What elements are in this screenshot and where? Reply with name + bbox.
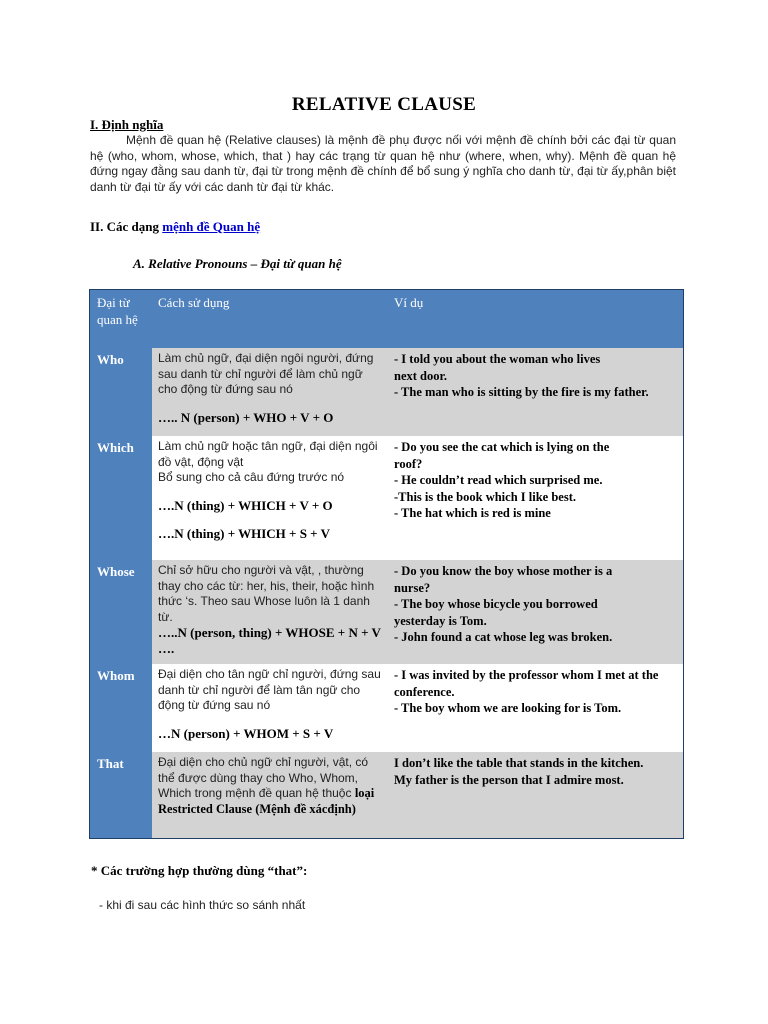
example-line: - The hat which is red is mine <box>394 506 551 520</box>
subheading-relative-pronouns: A. Relative Pronouns – Đại từ quan hệ <box>133 256 342 271</box>
example-line: - The boy whose bicycle you borrowed <box>394 597 598 611</box>
example-line: roof? <box>394 456 423 471</box>
that-case-item: - khi đi sau các hình thức so sánh nhất <box>99 898 306 912</box>
formula: ….N (thing) + WHICH + V + O <box>158 497 333 513</box>
example-line: - I told you about the woman who lives <box>394 352 601 366</box>
pronoun-whom: Whom <box>90 664 152 752</box>
header-pronoun: Đại từ quan hệ <box>90 290 152 348</box>
usage-text: Chỉ sở hữu cho người và vật, , thường thay cho các từ: her, his, their, hoặc hình thức ‘s. Theo sau Whose luôn là 1 danh từ. <box>158 563 375 624</box>
usage-cell <box>152 436 388 560</box>
usage-cell <box>152 752 388 838</box>
example-line: I don’t like the table that stands in the kitchen. <box>394 756 644 770</box>
table-row <box>90 752 683 838</box>
example-line: - I was invited by the professor whom I met at the <box>394 668 659 682</box>
example-line: conference. <box>394 684 455 699</box>
types-heading-prefix: II. Các dạng <box>90 219 163 234</box>
formula: ….N (thing) + WHICH + S + V <box>158 525 330 541</box>
usage-text: Làm chủ ngữ hoặc tân ngữ, đại diện ngôi đồ vật, động vật <box>158 439 378 469</box>
usage-cell <box>152 664 388 752</box>
usage-text: Bổ sung cho cả câu đứng trước nó <box>158 470 345 484</box>
example-cell <box>388 436 683 560</box>
formula: …..N (person, thing) + WHOSE + N + V …. <box>158 625 381 656</box>
example-line: yesterday is Tom. <box>394 613 487 628</box>
section-heading-definition: I. Định nghĩa <box>90 117 164 132</box>
example-line: nurse? <box>394 580 431 595</box>
usage-text: Đại diện cho tân ngữ chỉ người, đứng sau danh từ chỉ người để làm tân ngữ cho động từ đứng sau nó <box>158 667 381 712</box>
example-line: - He couldn’t read which surprised me. <box>394 473 603 487</box>
example-line: - The boy whom we are looking for is Tom. <box>394 701 622 715</box>
section-heading-types <box>90 219 260 235</box>
pronoun-that: That <box>90 752 152 838</box>
formula: ….. N (person) + WHO + V + O <box>158 409 334 425</box>
definition-text: Mệnh đề quan hệ (Relative clauses) là mệnh đề phụ được nối với mệnh đề chính bởi các đại từ quan hệ (who, whom, whose, which, that ) hay các trạng từ quan hệ như (where, when, why). Mệnh đề quan hệ đứng ngay đằng sau danh từ, đại từ trong mệnh đề chính để bổ sung ý nghĩa cho danh từ, đại từ ấy,phân biệt danh từ đại từ ấy với các danh từ đại từ khác. <box>90 133 676 194</box>
usage-text: Làm chủ ngữ, đại diện ngôi người, đứng sau danh từ chỉ người để làm chủ ngữ cho động từ đứng sau nó <box>158 351 374 396</box>
usage-text-part: Đại diện cho chủ ngữ chỉ người, vật, có thể được dùng thay cho Who, Whom, Which trong mệnh đề quan hệ thuộc <box>158 755 369 800</box>
example-line: -This is the book which I like best. <box>394 489 576 504</box>
example-line: - John found a cat whose leg was broken. <box>394 630 613 644</box>
usage-cell <box>152 348 388 436</box>
types-heading-link[interactable]: mệnh đề Quan hệ <box>162 219 261 234</box>
table-row <box>90 436 683 560</box>
example-cell <box>388 560 683 664</box>
header-usage: Cách sử dụng <box>158 295 230 310</box>
formula: …N (person) + WHOM + S + V <box>158 725 334 741</box>
definition-paragraph <box>90 133 676 195</box>
that-cases-heading: * Các trường hợp thường dùng “that”: <box>91 863 308 878</box>
example-line: - Do you see the cat which is lying on the <box>394 440 610 454</box>
relative-pronoun-table <box>89 289 684 839</box>
header-example: Ví dụ <box>394 295 424 310</box>
table-header-row <box>90 290 683 348</box>
example-cell <box>388 664 683 752</box>
example-line: - Do you know the boy whose mother is a <box>394 564 613 578</box>
example-cell <box>388 752 683 838</box>
usage-bold-part: loại Restricted Clause (Mệnh đề xácđịnh) <box>158 786 375 816</box>
table-row <box>90 348 683 436</box>
example-line: My father is the person that I admire most. <box>394 772 624 787</box>
pronoun-which: Which <box>90 436 152 560</box>
pronoun-who: Who <box>90 348 152 436</box>
table-row <box>90 664 683 752</box>
page-title: RELATIVE CLAUSE <box>291 94 477 115</box>
example-cell <box>388 348 683 436</box>
usage-text <box>158 755 384 817</box>
example-line: next door. <box>394 368 448 383</box>
usage-cell <box>152 560 388 664</box>
table-row <box>90 560 683 664</box>
pronoun-whose: Whose <box>90 560 152 664</box>
example-line: - The man who is sitting by the fire is my father. <box>394 385 649 399</box>
